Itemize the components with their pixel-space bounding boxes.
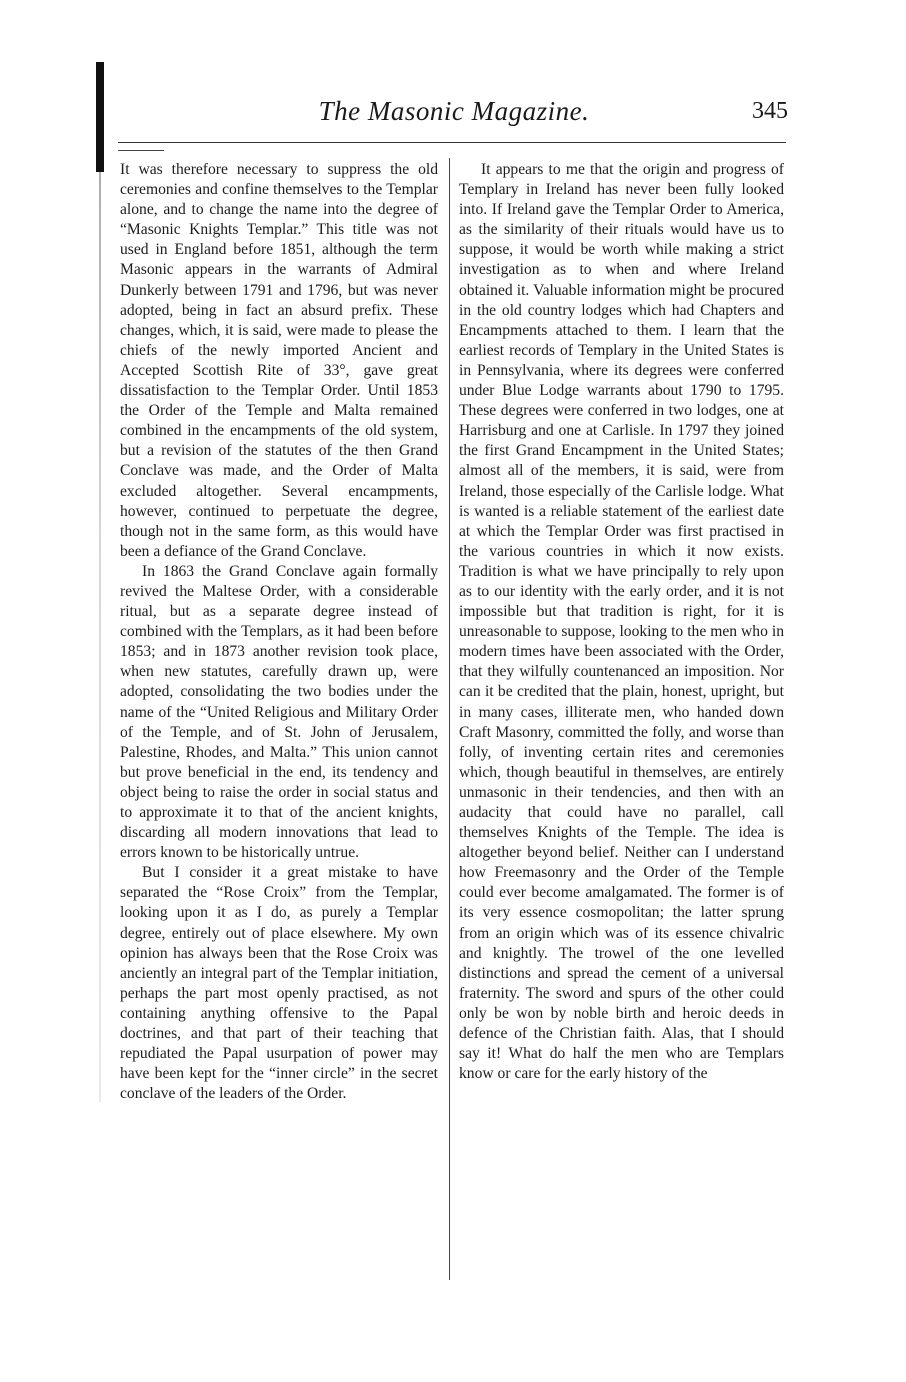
paragraph: It was therefore necessary to suppress the old ceremonies and confine themselves to the Templar alone, and to change the name into the degree of “Masonic Knights Templar.” This title was not used in England before 1851, although the term Masonic appears in the warrants of Admiral Dunkerly between 1791 and 1796, but was never adopted, being in fact an absurd prefix. These changes, which, it is said, were made to please the chiefs of the newly imported Ancient and Accepted Scottish Rite of 33°, gave great dissatisfaction to the Templar Order. Until 1853 the Order of the Temple and Malta remained combined in the encampments of the old system, but a revision of the statutes of the then Grand Conclave was made, and the Order of Malta excluded altogether. Several encampments, however, continued to perpetuate the degree, though not in the same form, as this would have been a defiance of the Grand Conclave.	[120, 161, 438, 560]
left-column	[120, 160, 438, 1104]
running-header	[118, 96, 790, 132]
right-column	[459, 160, 784, 1084]
paragraph: In 1863 the Grand Conclave again formally revived the Maltese Order, with a considerable ritual, but as a separate degree instead of combined with the Templars, as it had been before 1853; and in 1873 another revision took place, when new statutes, carefully drawn up, were adopted, consolidating the two bodies under the name of the “United Religious and Military Order of the Temple, and of St. John of Jerusalem, Palestine, Rhodes, and Malta.” This union cannot but prove beneficial in the end, its tendency and object being to raise the order in social status and to approximate it to that of the ancient knights, discarding all modern innovations that lead to errors known to be historically untrue.	[120, 562, 438, 862]
header-rule	[118, 142, 786, 143]
binding-edge-shadow	[99, 172, 101, 1102]
column-divider	[449, 158, 450, 1280]
column-start-rule	[118, 150, 164, 151]
page-title: The Masonic Magazine.	[318, 96, 590, 126]
binding-edge-mark	[96, 62, 104, 172]
paragraph: It appears to me that the origin and progress of Templary in Ireland has never been fully looked into. If Ireland gave the Templar Order to America, as the similarity of their rituals would have us to suppose, it would be worth while making a strict investigation as to when and where Ireland obtained it. Valuable information might be procured in the old country lodges which had Chapters and Encampments attached to them. I learn that the earliest records of Templary in the United States is in Pennsylvania, where its degrees were conferred under Blue Lodge warrants about 1790 to 1795. These degrees were conferred in two lodges, one at Harrisburg and one at Carlisle. In 1797 they joined the first Grand Encampment in the United States; almost all of the members, it is said, were from Ireland, those especially of the Carlisle lodge. What is wanted is a reliable statement of the earliest date at which the Templar Order was first practised in the various countries in which it now exists. Tradition is what we have principally to rely upon as to our identity with the early order, and it is not impossible but that tradition is right, for it is unreasonable to suppose, looking to the men who in modern times have been associated with the Order, that they wilfully countenanced an imposition. Nor can it be credited that the plain, honest, upright, but in many cases, illiterate men, who handed down Craft Masonry, committed the folly, and worse than folly, of inventing certain rites and ceremonies which, though beautiful in themselves, are entirely unmasonic in their tendencies, and then with an audacity that could have no parallel, call themselves Knights of the Temple. The idea is altogether beyond belief. Neither can I understand how Freemasonry and the Order of the Temple could ever become amalgamated. The former is of its very essence cosmopolitan; the latter sprung from an origin which was of its essence chivalric and knightly. The trowel of the one levelled distinctions and spread the cement of a universal fraternity. The sword and spurs of the other could only be won by noble birth and heroic deeds in defence of the Christian faith. Alas, that I should say it! What do half the men who are Templars know or care for the early history of the	[459, 161, 784, 1083]
paragraph: But I consider it a great mistake to have separated the “Rose Croix” from the Templar, looking upon it as I do, as purely a Templar degree, entirely out of place elsewhere. My own opinion has always been that the Rose Croix was anciently an integral part of the Templar initiation, perhaps the part most openly practised, as not containing anything offensive to the Papal doctrines, and that part of their teaching that repudiated the Papal usurpation of power may have been kept for the “inner circle” in the secret conclave of the leaders of the Order.	[120, 864, 438, 1103]
page-number: 345	[752, 98, 788, 124]
